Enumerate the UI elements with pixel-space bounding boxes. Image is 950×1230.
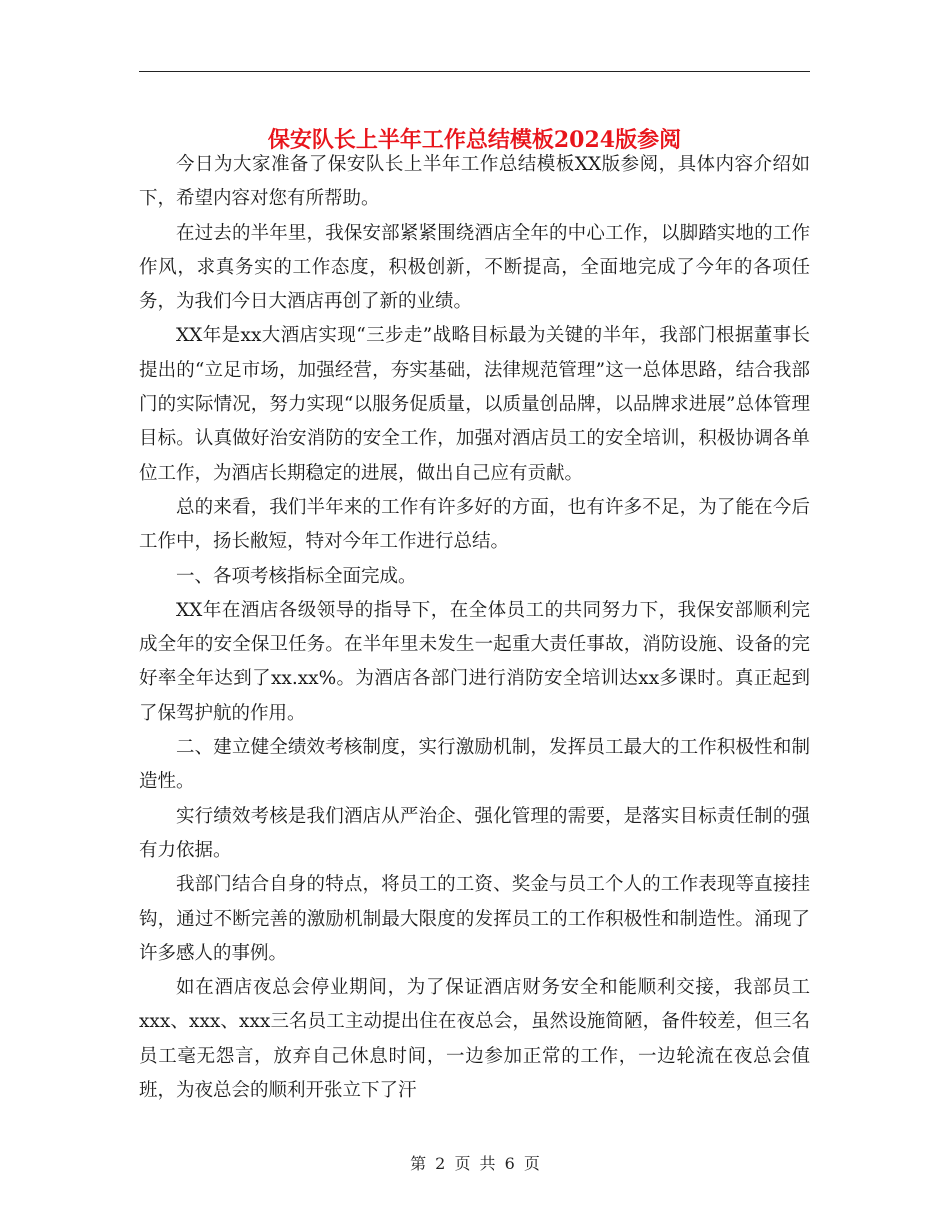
paragraph-performance: 实行绩效考核是我们酒店从严治企、强化管理的需要，是落实目标责任制的强有力依据。 <box>139 805 810 861</box>
paragraph-summary: 总的来看，我们半年来的工作有许多好的方面，也有许多不足，为了能在今后工作中，扬长敝短，特对今年工作进行总结。 <box>139 496 810 553</box>
document-body <box>139 148 810 1108</box>
paragraph-overview: 在过去的半年里，我保安部紧紧围绕酒店全年的中心工作，以脚踏实地的工作作风，求真务实的工作态度，积极创新，不断提高，全面地完成了今年的各项任务，为我们今日大酒店再创了新的业绩。 <box>139 222 810 313</box>
paragraph-intro: 今日为大家准备了保安队长上半年工作总结模板XX版参阅，具体内容介绍如下，希望内容对您有所帮助。 <box>139 154 810 210</box>
page-footer: 第 2 页 共 6 页 <box>410 1154 540 1173</box>
paragraph-section-1: XX年在酒店各级领导的指导下，在全体员工的共同努力下，我保安部顺利完成全年的安全保卫任务。在半年里未发生一起重大责任事故，消防设施、设备的完好率全年达到了xx.xx%。为酒店各部门进行消防安全培训达xx多课时。真正起到了保驾护航的作用。 <box>139 599 810 724</box>
paragraph-incentive: 我部门结合自身的特点，将员工的工资、奖金与员工个人的工作表现等直接挂钩，通过不断完善的激励机制最大限度的发挥员工的工作积极性和制造性。涌现了许多感人的事例。 <box>139 874 810 964</box>
section-heading-2: 二、建立健全绩效考核制度，实行激励机制，发挥员工最大的工作积极性和制造性。 <box>139 737 810 793</box>
document-title: 保安队长上半年工作总结模板2024版参阅 <box>267 126 682 153</box>
header-rule <box>139 71 810 72</box>
paragraph-example: 如在酒店夜总会停业期间，为了保证酒店财务安全和能顺利交接，我部员工xxx、xxx、xxx三名员工主动提出住在夜总会，虽然设施简陋，备件较差，但三名员工毫无怨言，放弃自己休息时间，一边参加正常的工作，一边轮流在夜总会值班，为夜总会的顺利开张立下了汗 <box>139 977 810 1102</box>
paragraph-strategy: XX年是xx大酒店实现“三步走”战略目标最为关键的半年，我部门根据董事长提出的“立足市场，加强经营，夯实基础，法律规范管理”这一总体思路，结合我部门的实际情况，努力实现“以服务促质量，以质量创品牌，以品牌求进展”总体管理目标。认真做好治安消防的安全工作，加强对酒店员工的安全培训，积极协调各单位工作，为酒店长期稳定的进展，做出自己应有贡献。 <box>139 325 810 484</box>
section-heading-1: 一、各项考核指标全面完成。 <box>176 565 417 587</box>
